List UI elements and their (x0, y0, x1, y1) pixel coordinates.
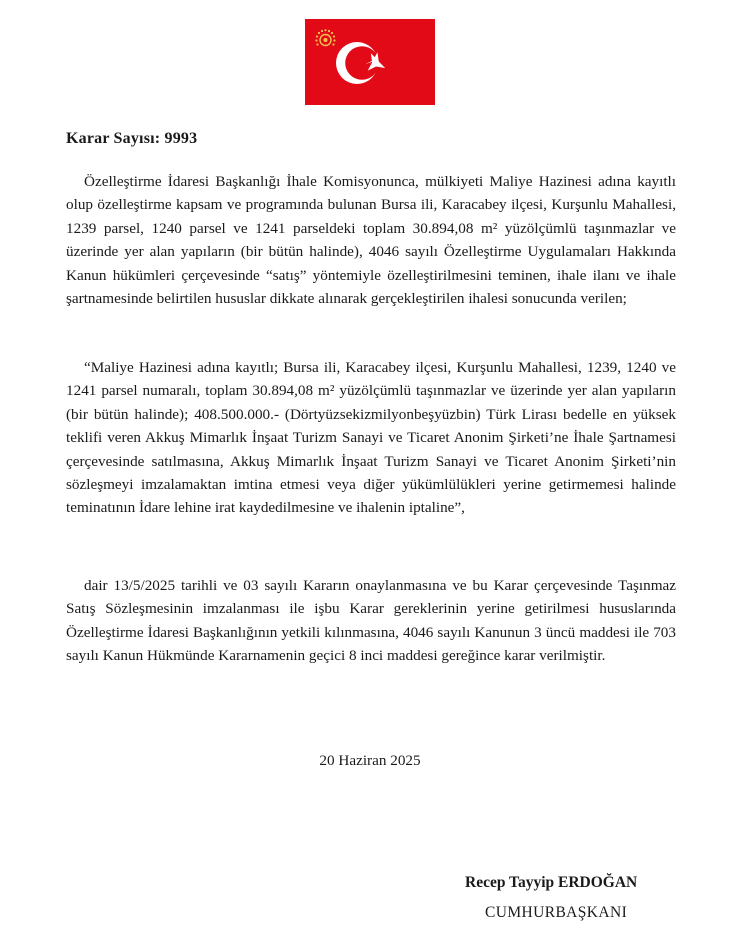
signer-name: Recep Tayyip ERDOĞAN (465, 874, 638, 891)
signer-title: CUMHURBAŞKANI (485, 904, 628, 921)
decision-quote-paragraph: “Maliye Hazinesi adına kayıtlı; Bursa ili, Karacabey ilçesi, Kurşunlu Mahallesi, 1239, 1240 ve 1241 parsel numaralı, toplam 30.894,08 m² yüzölçümlü taşınmazlar ve üzerinde yer alan yapıların (bir bütün halinde); 408.500.000.- (Dörtyüzsekizmilyonbeşyüzbin) Türk Lirası bedelle en yüksek teklifi veren Akkuş Mimarlık İnşaat Turizm Sanayi ve Ticaret Anonim Şirketi’ne İhale Şartnamesi çerçevesinde satılmasına, Akkuş Mimarlık İnşaat Turizm Sanayi ve Ticaret Anonim Şirketi’nin sözleşmeyi imzalamaktan imtina etmesi veya diğer yükümlülükleri yerine getirmemesi halinde teminatının İdare lehine irat kaydedilmesine ve ihalenin iptaline”, (66, 359, 676, 517)
closing-paragraph: dair 13/5/2025 tarihli ve 03 sayılı Kararın onaylanmasına ve bu Karar çerçevesinde Taşınmaz Satış Sözleşmesinin imzalanması ile işbu Karar gereklerinin yerine getirilmesi hususlarında Özelleştirme İdaresi Başkanlığının yetkili kılınmasına, 4046 sayılı Kanunun 3 üncü maddesi ile 703 sayılı Kanun Hükmünde Kararnamenin geçici 8 inci maddesi gereğince karar verilmiştir. (66, 577, 676, 665)
intro-paragraph: Özelleştirme İdaresi Başkanlığı İhale Komisyonunca, mülkiyeti Maliye Hazinesi adına kayıtlı olup özelleştirme kapsam ve programında bulunan Bursa ili, Karacabey ilçesi, Kurşunlu Mahallesi, 1239 parsel, 1240 parsel ve 1241 parseldeki toplam 30.894,08 m² yüzölçümlü taşınmazlar ve üzerinde yer alan yapıların (bir bütün halinde), 4046 sayılı Özelleştirme Uygulamaları Hakkında Kanun hükümleri çerçevesinde “satış” yöntemiyle özelleştirilmesini teminen, ihale ilanı ve ihale şartnamesinde belirtilen hususlar dikkate alınarak gerçekleştirilen ihalesi sonucunda verilen; (66, 173, 676, 308)
turkish-flag-emblem-icon (305, 19, 435, 105)
decision-date: 20 Haziran 2025 (319, 752, 421, 769)
decision-number: Karar Sayısı: 9993 (66, 130, 198, 147)
